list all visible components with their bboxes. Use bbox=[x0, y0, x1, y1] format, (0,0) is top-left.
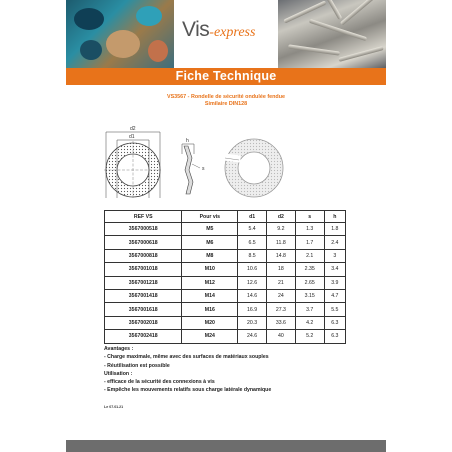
cell-d1: 14.6 bbox=[238, 289, 267, 302]
cell-d1: 5.4 bbox=[238, 223, 267, 236]
table-row bbox=[105, 330, 346, 343]
table-row bbox=[105, 303, 346, 316]
header bbox=[66, 0, 386, 68]
cell-d1: 16.9 bbox=[238, 303, 267, 316]
cell-ref: 3567001418 bbox=[105, 289, 182, 302]
cell-pour-vis: M5 bbox=[182, 223, 238, 236]
washer-3d-view bbox=[224, 139, 283, 197]
cell-pour-vis: M20 bbox=[182, 316, 238, 329]
cell-h: 1.8 bbox=[324, 223, 345, 236]
cell-ref: 3567001618 bbox=[105, 303, 182, 316]
notes-section bbox=[104, 345, 271, 395]
cell-ref: 3567002018 bbox=[105, 316, 182, 329]
screws-photo bbox=[278, 0, 386, 68]
cell-ref: 3567000618 bbox=[105, 236, 182, 249]
cell-d1: 8.5 bbox=[238, 249, 267, 262]
header-d1: d1 bbox=[238, 211, 267, 223]
spec-table bbox=[104, 210, 346, 344]
cell-d2: 27.3 bbox=[267, 303, 296, 316]
cell-s: 3.7 bbox=[295, 303, 324, 316]
cell-d2: 33.6 bbox=[267, 316, 296, 329]
cell-h: 4.7 bbox=[324, 289, 345, 302]
label-h: h bbox=[186, 138, 189, 144]
advantage-item: - Charge maximale, même avec des surfaces de matériaux souples bbox=[104, 354, 269, 361]
advantages-title: Avantages : bbox=[104, 346, 134, 352]
cell-d1: 12.6 bbox=[238, 276, 267, 289]
cell-d2: 40 bbox=[267, 330, 296, 343]
cell-d2: 14.8 bbox=[267, 249, 296, 262]
washer-drawing bbox=[96, 118, 306, 200]
table-row bbox=[105, 236, 346, 249]
cell-h: 6.3 bbox=[324, 330, 345, 343]
front-view bbox=[104, 126, 162, 199]
usage-item: - efficace de la sécurité des connexions à vis bbox=[104, 379, 215, 386]
label-d2: d2 bbox=[130, 126, 136, 132]
cell-s: 2.65 bbox=[295, 276, 324, 289]
header-ref: REF VS bbox=[105, 211, 182, 223]
product-title: VS3567 - Rondelle de sécurité ondulée fendue bbox=[166, 94, 286, 100]
cell-ref: 3567002418 bbox=[105, 330, 182, 343]
cell-h: 2.4 bbox=[324, 236, 345, 249]
header-s: s bbox=[295, 211, 324, 223]
table-row bbox=[105, 263, 346, 276]
cell-s: 5.2 bbox=[295, 330, 324, 343]
header-h: h bbox=[324, 211, 345, 223]
cell-d1: 10.6 bbox=[238, 263, 267, 276]
advantage-item: - Réutilisation est possible bbox=[104, 362, 170, 369]
cell-d1: 6.5 bbox=[238, 236, 267, 249]
cell-ref: 3567000818 bbox=[105, 249, 182, 262]
usage-title: Utilisation : bbox=[104, 370, 133, 377]
cell-s: 1.7 bbox=[295, 236, 324, 249]
cell-d1: 24.6 bbox=[238, 330, 267, 343]
cell-h: 3 bbox=[324, 249, 345, 262]
cell-s: 3.15 bbox=[295, 289, 324, 302]
footer-bar bbox=[66, 440, 386, 452]
cell-h: 3.9 bbox=[324, 276, 345, 289]
vis-express-logo: Vis-express bbox=[182, 18, 256, 41]
document-date: Le 07.01.21 bbox=[104, 405, 124, 409]
cell-d2: 24 bbox=[267, 289, 296, 302]
table-row bbox=[105, 223, 346, 236]
cell-pour-vis: M16 bbox=[182, 303, 238, 316]
table-header-row bbox=[105, 211, 346, 223]
product-similar: Similaire DIN128 bbox=[204, 101, 248, 107]
cell-s: 4.2 bbox=[295, 316, 324, 329]
cell-h: 3.4 bbox=[324, 263, 345, 276]
cell-d1: 20.3 bbox=[238, 316, 267, 329]
cell-d2: 21 bbox=[267, 276, 296, 289]
cell-pour-vis: M10 bbox=[182, 263, 238, 276]
cell-d2: 9.2 bbox=[267, 223, 296, 236]
table-row bbox=[105, 316, 346, 329]
cell-d2: 11.8 bbox=[267, 236, 296, 249]
fiche-technique-banner: Fiche Technique bbox=[66, 68, 386, 85]
cell-s: 2.35 bbox=[295, 263, 324, 276]
side-view bbox=[182, 138, 205, 194]
cell-ref: 3567001218 bbox=[105, 276, 182, 289]
cell-pour-vis: M8 bbox=[182, 249, 238, 262]
cell-pour-vis: M6 bbox=[182, 236, 238, 249]
cell-ref: 3567001018 bbox=[105, 263, 182, 276]
label-d1: d1 bbox=[129, 134, 135, 140]
cell-d2: 18 bbox=[267, 263, 296, 276]
cell-ref: 3567000518 bbox=[105, 223, 182, 236]
header-d2: d2 bbox=[267, 211, 296, 223]
table-row bbox=[105, 289, 346, 302]
table-row bbox=[105, 276, 346, 289]
cell-h: 6.3 bbox=[324, 316, 345, 329]
cell-pour-vis: M14 bbox=[182, 289, 238, 302]
header-pour-vis: Pour vis bbox=[182, 211, 238, 223]
cell-s: 2.1 bbox=[295, 249, 324, 262]
cell-s: 1.3 bbox=[295, 223, 324, 236]
cell-h: 5.5 bbox=[324, 303, 345, 316]
table-row bbox=[105, 249, 346, 262]
usage-item: - Empêche les mouvements relatifs sous charge latérale dynamique bbox=[104, 387, 272, 394]
tools-photo bbox=[66, 0, 174, 68]
cell-pour-vis: M12 bbox=[182, 276, 238, 289]
cell-pour-vis: M24 bbox=[182, 330, 238, 343]
label-s: s bbox=[202, 166, 205, 172]
